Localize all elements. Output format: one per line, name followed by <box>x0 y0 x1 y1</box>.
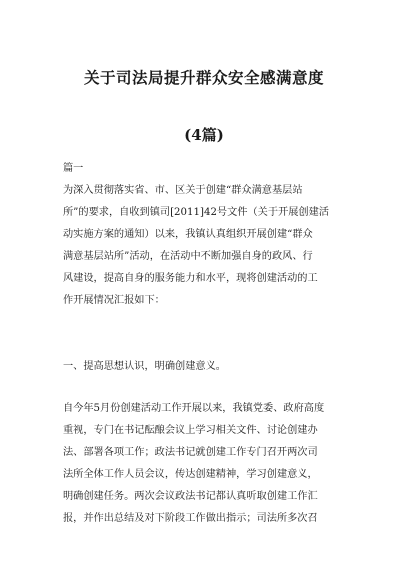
paragraph-line: 满意基层站所”活动，在活动中不断加强自身的政风、行 <box>63 251 313 262</box>
section-heading: 一、提高思想认识，明确创建意义。 <box>63 361 226 372</box>
document-subtitle: (4篇) <box>184 126 224 144</box>
paragraph-line: 所”的要求，自收到镇司[2011]42号文件（关于开展创建活 <box>63 207 329 218</box>
paragraph-line: 作开展情况汇报如下： <box>63 295 165 306</box>
paragraph-line: 重视，专门在书记酝酿会议上学习相关文件、讨论创建办 <box>63 425 318 436</box>
paragraph-line: 法所全体工作人员会议，传达创建精神，学习创建意义， <box>63 469 318 480</box>
paragraph-2 <box>63 398 351 530</box>
paragraph-line: 为深入贯彻落实省、市、区关于创建“群众满意基层站 <box>63 185 303 196</box>
paragraph-line: 法、部署各项工作；政法书记就创建工作专门召开两次司 <box>63 447 318 458</box>
paragraph-line: 报，并作出总结及对下阶段工作做出指示；司法所多次召 <box>63 513 318 524</box>
document-title: 关于司法局提升群众安全感满意度 <box>83 68 324 87</box>
paragraph-line: 明确创建任务。两次会议政法书记都认真听取创建工作汇 <box>63 491 318 502</box>
part-label: 篇一 <box>63 163 84 174</box>
paragraph-line: 自今年5月份创建活动工作开展以来，我镇党委、政府高度 <box>63 403 325 414</box>
paragraph-line: 风建设，提高自身的服务能力和水平，现将创建活动的工 <box>63 273 318 284</box>
paragraph-1 <box>63 180 351 312</box>
paragraph-line: 动实施方案的通知）以来，我镇认真组织开展创建“群众 <box>63 229 313 240</box>
